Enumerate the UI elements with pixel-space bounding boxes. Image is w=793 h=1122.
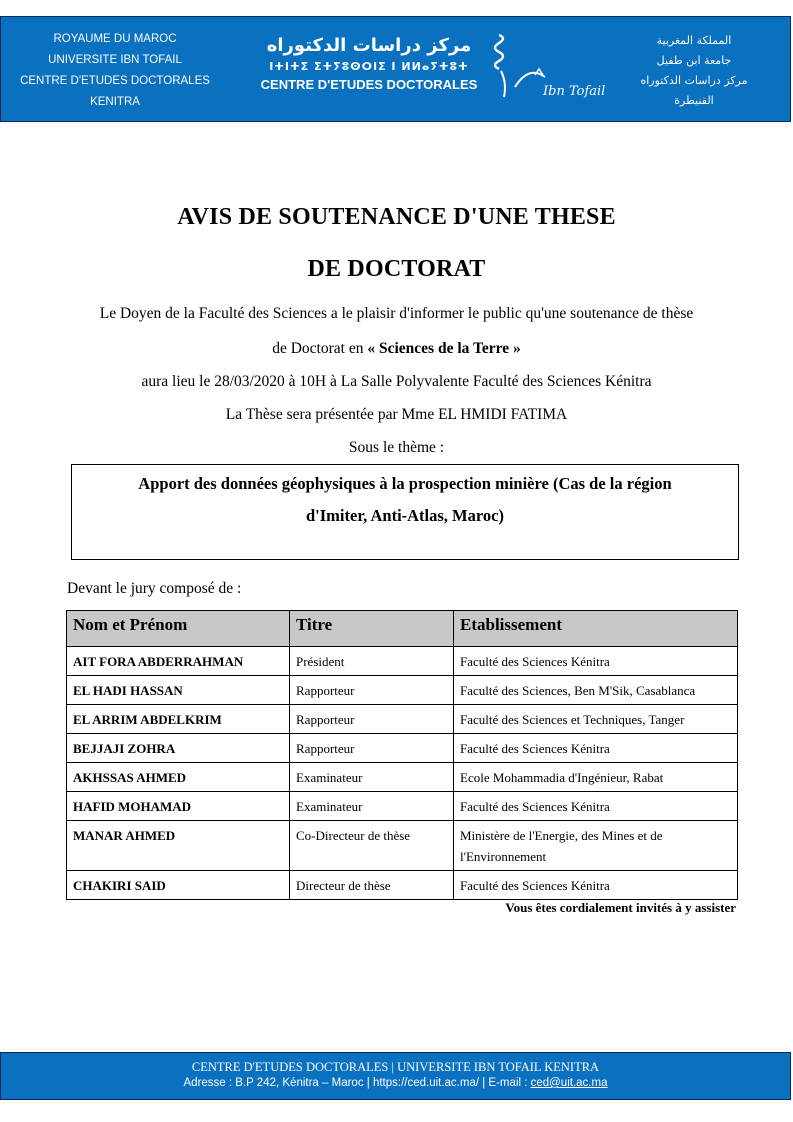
header-arabic-title: مركز دراسات الدكتوراه: [266, 35, 472, 56]
footer-title: CENTRE D'ETUDES DOCTORALES | UNIVERSITE IBN TOFAIL KENITRA: [191, 1060, 600, 1074]
jury-member-title: Président: [290, 647, 454, 676]
table-row: [67, 871, 738, 900]
jury-member-name: AIT FORA ABDERRAHMAN: [67, 647, 290, 676]
intro-date-location: aura lieu le 28/03/2020 à 10H à La Salle Polyvalente Faculté des Sciences Kénitra: [141, 373, 652, 390]
header-right-block: [614, 31, 774, 111]
table-row: [67, 647, 738, 676]
thesis-theme-box: [71, 464, 739, 560]
thesis-theme-line: d'Imiter, Anti-Atlas, Maroc): [306, 506, 504, 525]
jury-member-title: Rapporteur: [290, 734, 454, 763]
header-left-line: ROYAUME DU MAROC: [53, 33, 177, 45]
jury-member-name: MANAR AHMED: [67, 821, 290, 871]
table-row: [67, 734, 738, 763]
jury-member-institution: Faculté des Sciences Kénitra: [454, 734, 738, 763]
jury-member-institution: Faculté des Sciences et Techniques, Tanger: [454, 705, 738, 734]
table-row: [67, 763, 738, 792]
jury-table-header-row: [67, 611, 738, 647]
column-header-name: Nom et Prénom: [67, 611, 290, 647]
table-row: [67, 676, 738, 705]
jury-table: [66, 610, 738, 900]
jury-label: Devant le jury composé de :: [67, 580, 242, 597]
header-french-title: CENTRE D'ETUDES DOCTORALES: [260, 77, 478, 92]
header-center-block: [249, 33, 489, 95]
column-header-institution: Etablissement: [454, 611, 738, 647]
jury-member-name: AKHSSAS AHMED: [67, 763, 290, 792]
jury-member-title: Examinateur: [290, 763, 454, 792]
intro-discipline: [0, 340, 793, 358]
header-right-line: مركز دراسات الدكتوراه: [640, 74, 748, 87]
jury-member-title: Co-Directeur de thèse: [290, 821, 454, 871]
column-header-title: Titre: [290, 611, 454, 647]
intro-discipline-prefix: de Doctorat en: [272, 340, 368, 357]
jury-member-institution: Faculté des Sciences, Ben M'Sik, Casablanca: [454, 676, 738, 705]
header-banner: [0, 16, 791, 122]
jury-member-name: HAFID MOHAMAD: [67, 792, 290, 821]
intro-line: Le Doyen de la Faculté des Sciences a le plaisir d'informer le public qu'une soutenance de thèse: [99, 305, 694, 322]
jury-member-title: Examinateur: [290, 792, 454, 821]
jury-member-institution: Ministère de l'Energie, des Mines et de l'Environnement: [454, 821, 738, 871]
jury-member-title: Rapporteur: [290, 676, 454, 705]
footer-address: Adresse : B.P 242, Kénitra – Maroc | https://ced.uit.ac.ma/ | E-mail :: [183, 1077, 531, 1089]
header-left-line: UNIVERSITE IBN TOFAIL: [48, 54, 182, 66]
intro-candidate: La Thèse sera présentée par Mme EL HMIDI FATIMA: [225, 406, 568, 423]
header-right-line: جامعة ابن طفيل: [656, 54, 732, 67]
footer-banner: [0, 1052, 791, 1100]
jury-member-institution: Faculté des Sciences Kénitra: [454, 792, 738, 821]
university-logo: [485, 31, 606, 113]
header-left-block: [15, 29, 215, 113]
header-right-line: القنيطرة: [674, 94, 714, 107]
logo-text: Ibn Tofail: [543, 84, 606, 99]
page-title: AVIS DE SOUTENANCE D'UNE THESE: [177, 204, 616, 230]
jury-member-title: Directeur de thèse: [290, 871, 454, 900]
jury-member-name: EL ARRIM ABDELKRIM: [67, 705, 290, 734]
header-left-line: CENTRE D'ETUDES DOCTORALES: [20, 75, 210, 87]
thesis-theme-line: Apport des données géophysiques à la prospection minière (Cas de la région: [138, 474, 672, 493]
table-row: [67, 792, 738, 821]
footer-email-link[interactable]: ced@uit.ac.ma: [530, 1077, 608, 1089]
header-right-line: المملكة المغربية: [656, 34, 732, 47]
jury-member-title: Rapporteur: [290, 705, 454, 734]
page-title-line2: DE DOCTORAT: [307, 256, 486, 282]
table-row: [67, 821, 738, 871]
header-left-line: KENITRA: [90, 96, 140, 108]
header-tifinagh-title: ⵏⵜⵏⵜⵉ ⵉⵜⵢⵓⵙⵔⵏⵉ ⵏ ⵍⵍⴰⵢⵜⵓⵜ: [269, 60, 469, 73]
jury-member-name: EL HADI HASSAN: [67, 676, 290, 705]
jury-member-institution: Ecole Mohammadia d'Ingénieur, Rabat: [454, 763, 738, 792]
table-row: [67, 705, 738, 734]
jury-member-name: BEJJAJI ZOHRA: [67, 734, 290, 763]
invitation-note: Vous êtes cordialement invités à y assister: [505, 900, 736, 915]
jury-member-name: CHAKIRI SAID: [67, 871, 290, 900]
intro-theme-label: Sous le thème :: [348, 439, 445, 456]
jury-member-institution: Faculté des Sciences Kénitra: [454, 871, 738, 900]
footer-contact: [1, 1075, 790, 1091]
discipline-name: « Sciences de la Terre »: [367, 340, 521, 357]
jury-member-institution: Faculté des Sciences Kénitra: [454, 647, 738, 676]
